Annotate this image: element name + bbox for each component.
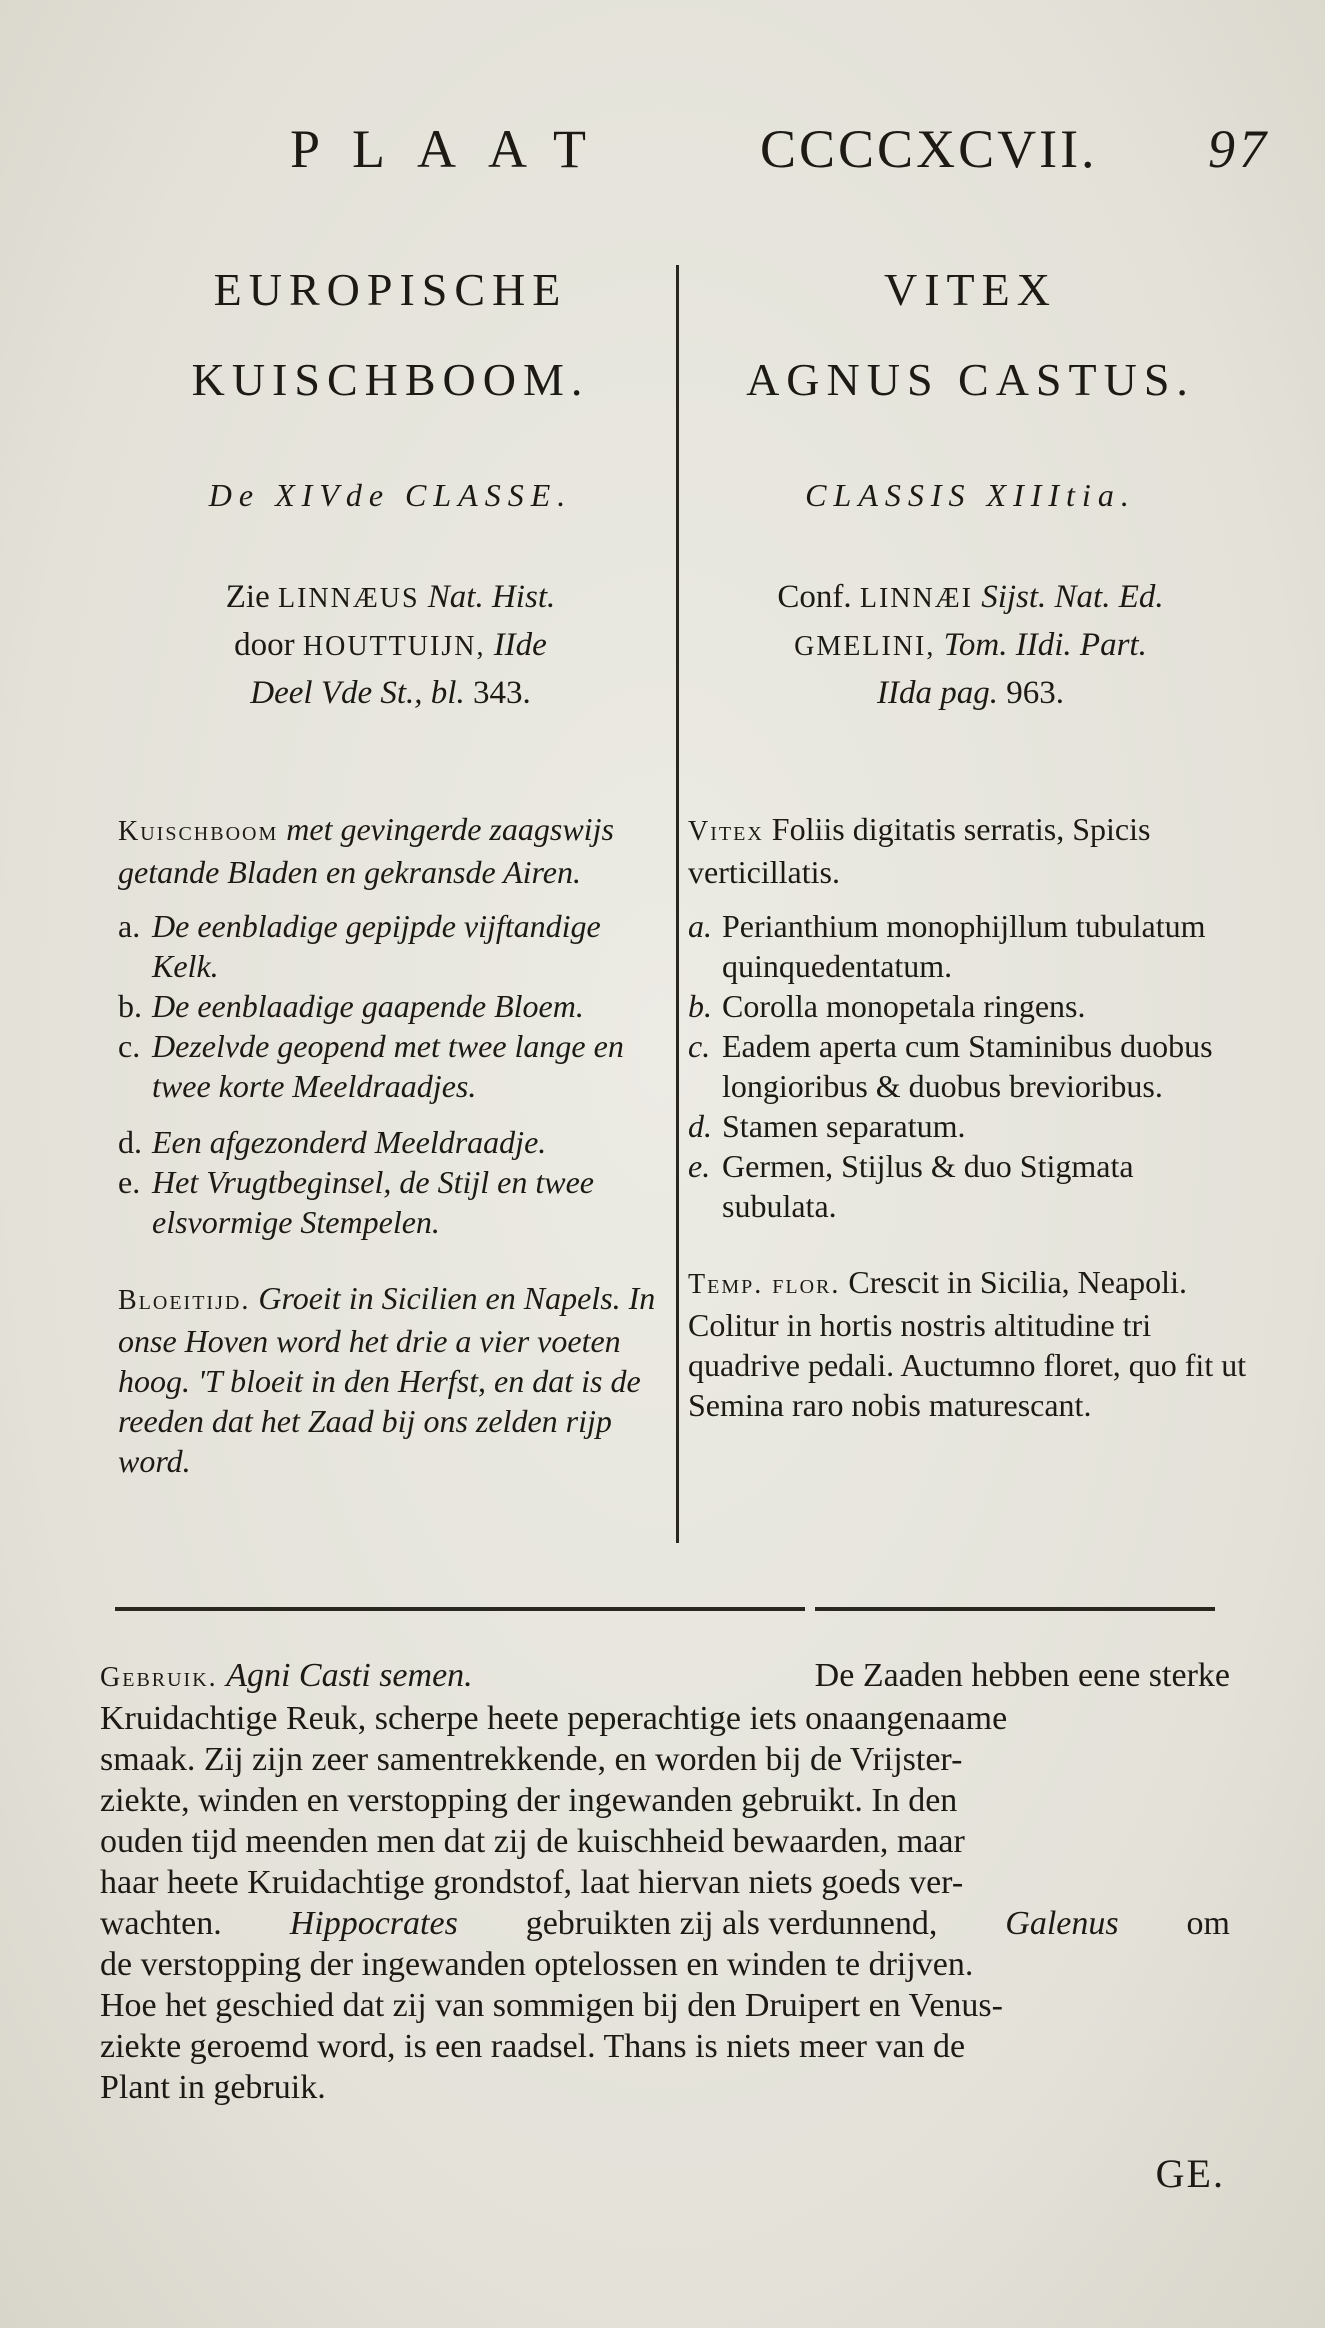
latin-description bbox=[688, 809, 1253, 892]
latin-classe: CLASSIS XIIItia. bbox=[805, 477, 1136, 513]
item-label: c. bbox=[118, 1028, 141, 1064]
catchword: GE. bbox=[1155, 2151, 1225, 2196]
dutch-figure-list bbox=[118, 906, 663, 1242]
item-text: Germen, Stijlus & duo Stigmata subulata. bbox=[722, 1148, 1134, 1224]
item-label: b. bbox=[688, 988, 712, 1024]
usage-line bbox=[100, 2026, 1230, 2067]
plate-label: PLAAT bbox=[290, 119, 619, 179]
item-text: Corolla monopetala ringens. bbox=[722, 988, 1086, 1024]
ref-volume: Tom. IIdi. Part. bbox=[943, 627, 1147, 663]
latin-flowering bbox=[688, 1262, 1253, 1425]
usage-author: Galenus bbox=[1005, 1905, 1119, 1942]
page-number: 97 bbox=[1208, 119, 1270, 179]
ref-volume: IIde bbox=[493, 627, 547, 663]
usage-text: ziekte geroemd word, is een raadsel. Thans is niets meer van de bbox=[100, 2028, 966, 2065]
usage-section bbox=[100, 1655, 1230, 2108]
item-text: Een afgezonderd Meeldraadje. bbox=[152, 1124, 547, 1160]
ref-text: Conf. bbox=[777, 579, 852, 615]
usage-line bbox=[100, 1739, 1230, 1780]
item-text: Perianthium monophijllum tubulatum quinquedentatum. bbox=[722, 908, 1206, 984]
latin-title-line2: AGNUS CASTUS. bbox=[746, 354, 1195, 405]
usage-line bbox=[100, 1821, 1230, 1862]
item-label: e. bbox=[688, 1148, 711, 1184]
latin-title-line1: VITEX bbox=[884, 264, 1057, 315]
usage-text: gebruikten zij als verdunnend, bbox=[525, 1905, 938, 1942]
usage-intro bbox=[100, 1655, 473, 1698]
dutch-title-line2: KUISCHBOOM. bbox=[191, 354, 590, 405]
latin-reference bbox=[688, 574, 1253, 717]
dutch-flowering bbox=[118, 1278, 663, 1481]
flowering-label: Temp. flor. bbox=[688, 1269, 841, 1300]
flowering-text: Groeit in Sicilien en Napels. In onse Hoven word het drie a vier voeten hoog. 'T bloeit in den Herfst, en dat is de reeden dat het Zaad bij ons zelden rijp word. bbox=[118, 1280, 656, 1479]
usage-line bbox=[100, 1780, 1230, 1821]
usage-text: ziekte, winden en verstopping der ingewanden gebruikt. In den bbox=[100, 1782, 958, 1819]
dutch-title-line1: EUROPISCHE bbox=[213, 264, 568, 315]
description-text: Foliis digitatis serratis, Spicis verticillatis. bbox=[688, 811, 1151, 890]
list-item bbox=[118, 1122, 663, 1162]
item-label: c. bbox=[688, 1028, 711, 1064]
ref-work: Nat. Hist. bbox=[427, 579, 556, 615]
flowering-label: Bloeitijd. bbox=[118, 1285, 251, 1316]
usage-line bbox=[100, 1944, 1230, 1985]
dutch-column bbox=[118, 245, 663, 1481]
ref-editor: GMELINI, bbox=[794, 631, 936, 662]
section-rule bbox=[115, 1607, 805, 1611]
item-label: a. bbox=[688, 908, 712, 944]
usage-text: ouden tijd meenden men dat zij de kuischheid bewaarden, maar bbox=[100, 1823, 965, 1860]
running-head bbox=[290, 118, 1270, 188]
usage-text: De Zaaden hebben eene sterke bbox=[814, 1657, 1230, 1694]
usage-line bbox=[100, 1903, 1230, 1944]
item-text: Stamen separatum. bbox=[722, 1108, 966, 1144]
item-text: De eenblaadige gaapende Bloem. bbox=[152, 988, 584, 1024]
ref-author: LINNÆI bbox=[859, 583, 973, 614]
ref-author: LINNÆUS bbox=[277, 583, 420, 614]
usage-text: haar heete Kruidachtige grondstof, laat hiervan niets goeds ver- bbox=[100, 1864, 964, 1901]
dutch-reference bbox=[118, 574, 663, 717]
usage-line bbox=[100, 1698, 1230, 1739]
usage-text: Plant in gebruik. bbox=[100, 2069, 326, 2106]
list-item bbox=[118, 986, 663, 1026]
usage-text: wachten. bbox=[100, 1905, 222, 1942]
latin-figure-list bbox=[688, 906, 1253, 1226]
item-text: Dezelvde geopend met twee lange en twee korte Meeldraadjes. bbox=[152, 1028, 624, 1104]
usage-author: Hippocrates bbox=[289, 1905, 458, 1942]
usage-text: Kruidachtige Reuk, scherpe heete peperachtige iets onaangenaame bbox=[100, 1700, 1008, 1737]
usage-latin: Agni Casti semen. bbox=[226, 1657, 473, 1694]
plate-number: CCCCXCVII. bbox=[760, 119, 1098, 179]
ref-part: IIda pag. bbox=[877, 675, 998, 711]
ref-page: 963. bbox=[1006, 675, 1064, 711]
item-label: e. bbox=[118, 1164, 141, 1200]
list-item bbox=[688, 1106, 1253, 1146]
item-text: De eenbladige gepijpde vijftandige Kelk. bbox=[152, 908, 601, 984]
list-item bbox=[688, 1146, 1253, 1226]
genus-name: Kuischboom bbox=[118, 816, 279, 847]
ref-page: 343. bbox=[472, 675, 531, 711]
dutch-description bbox=[118, 809, 663, 892]
list-item bbox=[688, 986, 1253, 1026]
ref-text: Zie bbox=[225, 579, 270, 615]
ref-work: Sijst. Nat. Ed. bbox=[981, 579, 1164, 615]
list-item bbox=[688, 1026, 1253, 1106]
list-item bbox=[118, 1026, 663, 1106]
flowering-text: Crescit in Sicilia, Neapoli. Colitur in hortis nostris altitudine tri quadrive pedali. Auctumno floret, quo fit ut Semina raro nobis maturescant. bbox=[688, 1264, 1247, 1423]
dutch-classe: De XIVde CLASSE. bbox=[208, 477, 573, 513]
item-text: Eadem aperta cum Staminibus duobus longioribus & duobus brevioribus. bbox=[722, 1028, 1213, 1104]
usage-text: de verstopping der ingewanden optelossen en winden te drijven. bbox=[100, 1946, 974, 1983]
list-item bbox=[688, 906, 1253, 986]
list-item bbox=[118, 906, 663, 986]
section-rule bbox=[815, 1607, 1215, 1611]
usage-line bbox=[100, 1985, 1230, 2026]
ref-part: Deel Vde St., bl. bbox=[250, 675, 465, 711]
latin-column bbox=[688, 245, 1253, 1425]
usage-line bbox=[100, 1655, 1230, 1698]
list-item bbox=[118, 1162, 663, 1242]
item-label: d. bbox=[118, 1124, 142, 1160]
ref-text: door bbox=[234, 627, 295, 663]
item-label: d. bbox=[688, 1108, 712, 1144]
usage-line bbox=[100, 1862, 1230, 1903]
genus-name: Vitex bbox=[688, 816, 764, 847]
item-label: a. bbox=[118, 908, 141, 944]
ref-author: HOUTTUIJN, bbox=[302, 631, 486, 662]
description-text: met gevingerde zaagswijs getande Bladen en gekransde Airen. bbox=[118, 811, 614, 890]
item-text: Het Vrugtbeginsel, de Stijl en twee elsvormige Stempelen. bbox=[152, 1164, 594, 1240]
column-divider bbox=[676, 265, 679, 1543]
usage-label: Gebruik. bbox=[100, 1662, 218, 1693]
usage-text: smaak. Zij zijn zeer samentrekkende, en worden bij de Vrijster- bbox=[100, 1741, 963, 1778]
usage-text: Hoe het geschied dat zij van sommigen bij den Druipert en Venus- bbox=[100, 1987, 1003, 2024]
usage-text: om bbox=[1186, 1905, 1230, 1942]
item-label: b. bbox=[118, 988, 142, 1024]
usage-line bbox=[100, 2067, 1230, 2108]
